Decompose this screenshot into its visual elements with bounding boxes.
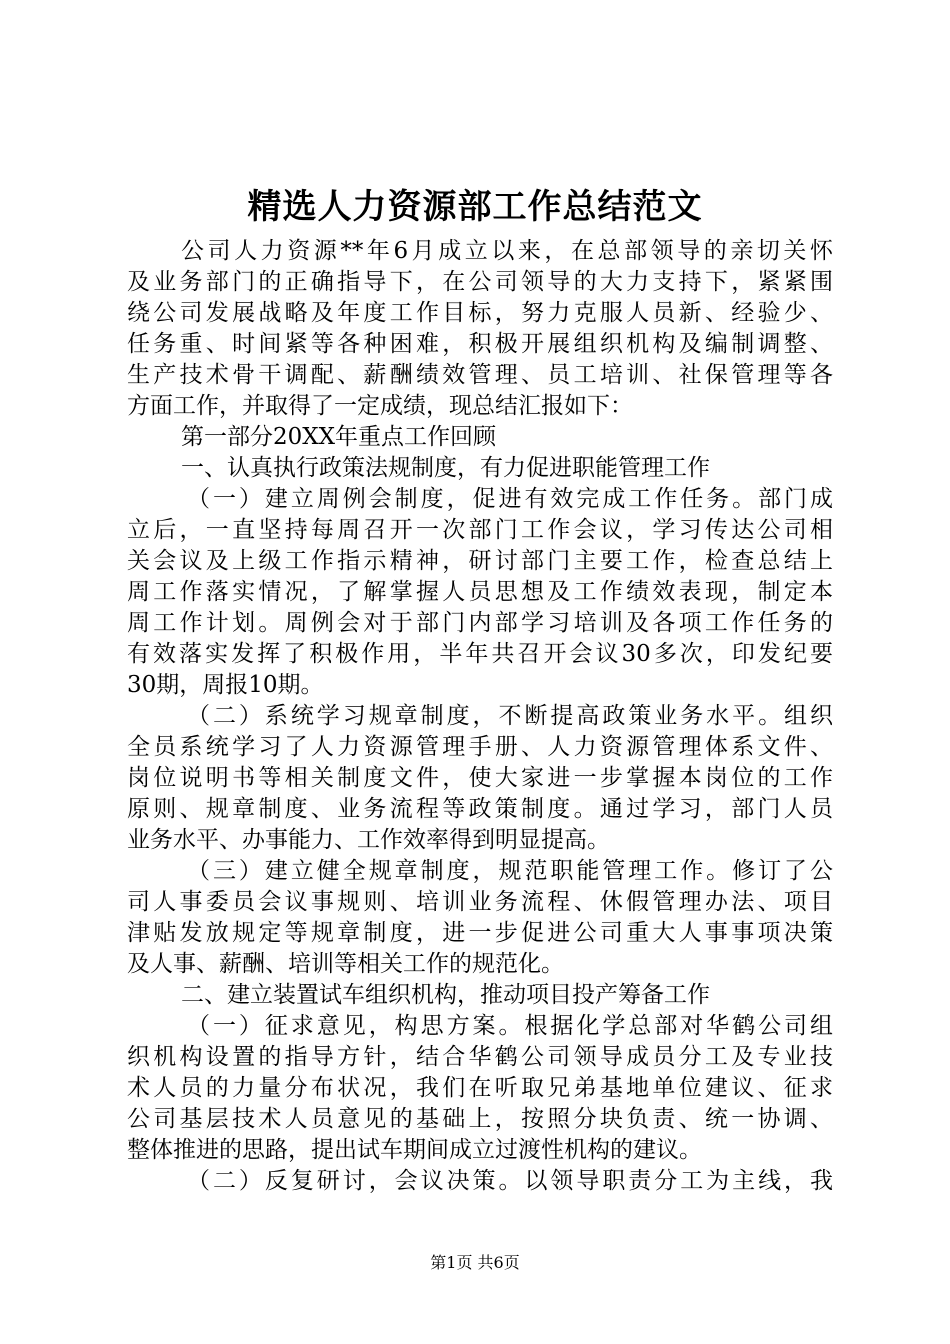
body-line: 织机构设置的指导方针，结合华鹤公司领导成员分工及专业技 xyxy=(127,1044,833,1070)
body-line: （二）反复研讨，会议决策。以领导职责分工为主线，我 xyxy=(187,1168,833,1194)
page-footer: 第1页 共6页 xyxy=(430,1253,520,1272)
body-line: 及人事、薪酬、培训等相关工作的规范化。 xyxy=(127,951,564,977)
body-line: 30期，周报10期。 xyxy=(127,672,324,698)
body-line: （三）建立健全规章制度，规范职能管理工作。修订了公 xyxy=(187,858,833,884)
body-line: 有效落实发挥了积极作用，半年共召开会议30多次，印发纪要 xyxy=(127,641,833,667)
body-line: 及业务部门的正确指导下，在公司领导的大力支持下，紧紧围 xyxy=(127,269,833,295)
body-line: 周工作计划。周例会对于部门内部学习培训及各项工作任务的 xyxy=(127,610,833,636)
document-body xyxy=(127,236,833,1197)
body-line: 关会议及上级工作指示精神，研讨部门主要工作，检查总结上 xyxy=(127,548,833,574)
body-line: 全员系统学习了人力资源管理手册、人力资源管理体系文件、 xyxy=(127,734,833,760)
body-line: （二）系统学习规章制度，不断提高政策业务水平。组织 xyxy=(187,703,833,729)
body-line: 绕公司发展战略及年度工作目标，努力克服人员新、经验少、 xyxy=(127,300,833,326)
body-line: 整体推进的思路，提出试车期间成立过渡性机构的建议。 xyxy=(127,1137,702,1163)
body-line: 原则、规章制度、业务流程等政策制度。通过学习，部门人员 xyxy=(127,796,833,822)
body-line: 术人员的力量分布状况，我们在听取兄弟基地单位建议、征求 xyxy=(127,1075,833,1101)
body-line: 方面工作，并取得了一定成绩，现总结汇报如下： xyxy=(127,393,633,419)
body-line: （一）建立周例会制度，促进有效完成工作任务。部门成 xyxy=(187,486,833,512)
body-line: 岗位说明书等相关制度文件，使大家进一步掌握本岗位的工作 xyxy=(127,765,833,791)
document-title: 精选人力资源部工作总结范文 xyxy=(247,187,703,227)
body-line: 周工作落实情况，了解掌握人员思想及工作绩效表现，制定本 xyxy=(127,579,833,605)
body-line: 业务水平、办事能力、工作效率得到明显提高。 xyxy=(127,827,610,853)
body-line: 公司基层技术人员意见的基础上，按照分块负责、统一协调、 xyxy=(127,1106,833,1132)
body-line: （一）征求意见，构思方案。根据化学总部对华鹤公司组 xyxy=(187,1013,833,1039)
section-heading: 第一部分20XX年重点工作回顾 xyxy=(181,424,497,450)
body-line: 司人事委员会议事规则、培训业务流程、休假管理办法、项目 xyxy=(127,889,833,915)
body-line: 任务重、时间紧等各种困难，积极开展组织机构及编制调整、 xyxy=(127,331,833,357)
body-line: 生产技术骨干调配、薪酬绩效管理、员工培训、社保管理等各 xyxy=(127,362,833,388)
section-heading: 二、建立装置试车组织机构，推动项目投产筹备工作 xyxy=(181,982,710,1008)
body-line: 公司人力资源**年6月成立以来，在总部领导的亲切关怀 xyxy=(181,238,833,264)
body-line: 立后，一直坚持每周召开一次部门工作会议，学习传达公司相 xyxy=(127,517,833,543)
body-line: 津贴发放规定等规章制度，进一步促进公司重大人事事项决策 xyxy=(127,920,833,946)
section-heading: 一、认真执行政策法规制度，有力促进职能管理工作 xyxy=(181,455,710,481)
